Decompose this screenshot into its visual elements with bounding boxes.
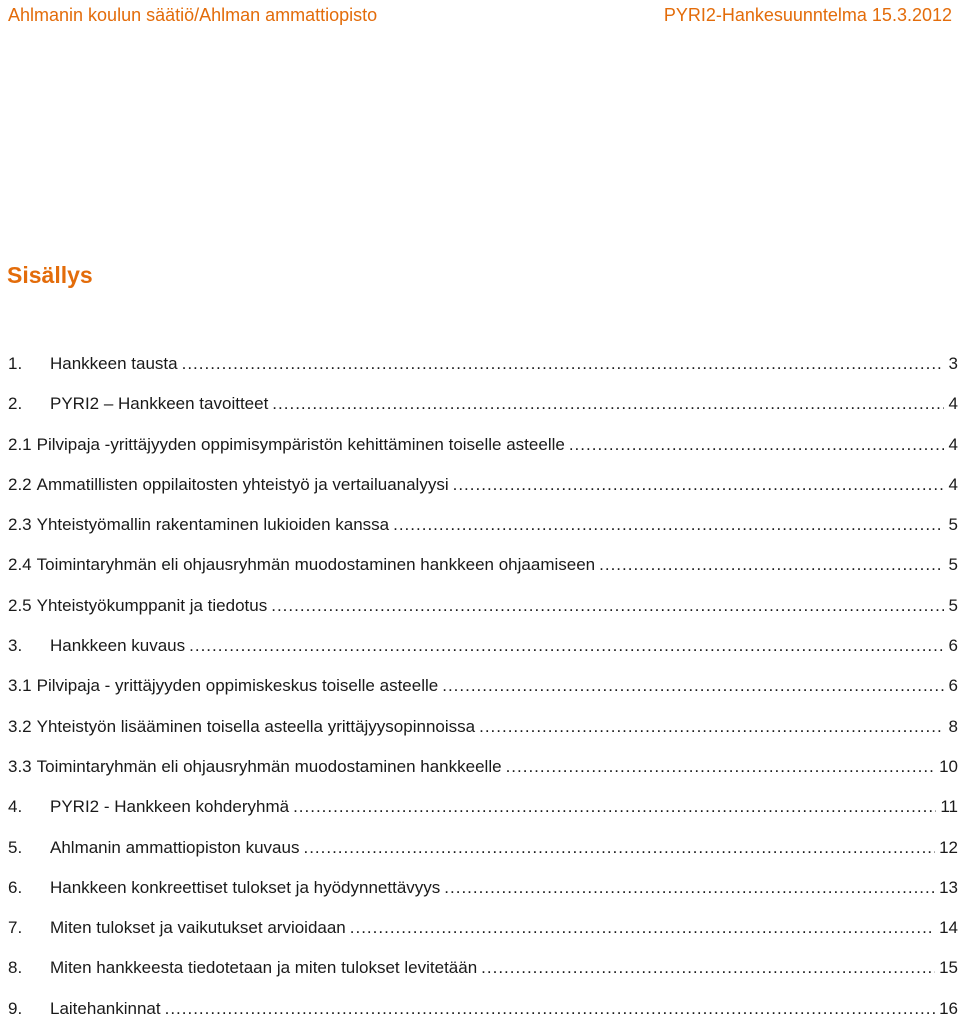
toc-entry-page: 15 xyxy=(939,958,958,978)
toc-dot-leader xyxy=(506,747,936,787)
header-organization: Ahlmanin koulun säätiö/Ahlman ammattiopisto xyxy=(8,4,378,25)
toc-entry-2[interactable] xyxy=(8,384,958,424)
toc-entry-page: 5 xyxy=(948,595,958,615)
toc-entry-title: Hankkeen konkreettiset tulokset ja hyödynnettävyys xyxy=(50,877,441,897)
toc-dot-leader xyxy=(165,989,935,1029)
toc-dot-leader xyxy=(293,787,936,827)
toc-dot-leader xyxy=(444,868,935,908)
toc-entry-8[interactable] xyxy=(8,948,958,988)
toc-entry-page: 4 xyxy=(948,394,958,414)
toc-entry-2-4[interactable] xyxy=(8,545,958,585)
toc-entry-number: 2.2 xyxy=(8,474,32,494)
toc-dot-leader xyxy=(303,828,935,868)
toc-entry-3-2[interactable] xyxy=(8,707,958,747)
toc-entry-page: 14 xyxy=(939,918,958,938)
toc-entry-page: 6 xyxy=(948,636,958,656)
toc-entry-page: 4 xyxy=(948,434,958,454)
toc-entry-title: Ammatillisten oppilaitosten yhteistyö ja vertailuanalyysi xyxy=(36,474,449,494)
toc-entry-number: 2.4 xyxy=(8,555,32,575)
toc-entry-2-5[interactable] xyxy=(8,586,958,626)
toc-entry-page: 11 xyxy=(940,797,958,817)
toc-entry-page: 5 xyxy=(948,555,958,575)
toc-entry-3-1[interactable] xyxy=(8,666,958,706)
toc-entry-number: 1. xyxy=(8,354,23,373)
toc-entry-title: Miten tulokset ja vaikutukset arvioidaan xyxy=(50,918,346,938)
toc-entry-1[interactable] xyxy=(8,344,958,384)
toc-entry-page: 8 xyxy=(948,716,958,736)
page-header xyxy=(8,0,952,30)
toc-entry-title: PYRI2 - Hankkeen kohderyhmä xyxy=(50,797,290,817)
toc-entry-9[interactable] xyxy=(8,989,958,1029)
toc-entry-number: 8. xyxy=(8,958,23,978)
toc-entry-title: Yhteistyön lisääminen toisella asteella yrittäjyysopinnoissa xyxy=(36,716,476,736)
table-of-contents xyxy=(8,344,958,1029)
toc-dot-leader xyxy=(189,626,944,666)
toc-entry-4[interactable] xyxy=(8,787,958,827)
toc-entry-3[interactable] xyxy=(8,626,958,666)
toc-entry-page: 13 xyxy=(939,877,958,897)
toc-entry-number: 5. xyxy=(8,837,23,857)
toc-entry-title: Pilvipaja -yrittäjyyden oppimisympäristön kehittäminen toiselle asteelle xyxy=(36,434,565,454)
toc-entry-number: 2.1 xyxy=(8,434,32,454)
toc-dot-leader xyxy=(182,344,944,384)
toc-entry-number: 2. xyxy=(8,394,23,414)
toc-entry-number: 7. xyxy=(8,918,23,938)
toc-dot-leader xyxy=(599,545,944,585)
toc-entry-title: PYRI2 – Hankkeen tavoitteet xyxy=(50,394,269,414)
toc-entry-title: Ahlmanin ammattiopiston kuvaus xyxy=(50,837,300,857)
toc-entry-6[interactable] xyxy=(8,868,958,908)
toc-entry-title: Yhteistyökumppanit ja tiedotus xyxy=(36,595,268,615)
toc-entry-2-3[interactable] xyxy=(8,505,958,545)
header-document-title: PYRI2-Hankesuunntelma 15.3.2012 xyxy=(663,4,952,25)
toc-entry-page: 4 xyxy=(948,474,958,494)
toc-entry-number: 4. xyxy=(8,797,23,817)
toc-entry-page: 3 xyxy=(948,354,958,373)
toc-entry-number: 3.2 xyxy=(8,716,32,736)
toc-entry-page: 5 xyxy=(948,515,958,535)
toc-entry-7[interactable] xyxy=(8,908,958,948)
toc-entry-2-2[interactable] xyxy=(8,465,958,505)
toc-entry-number: 3.3 xyxy=(8,756,32,776)
toc-entry-number: 3. xyxy=(8,636,23,656)
toc-entry-number: 2.5 xyxy=(8,595,32,615)
toc-dot-leader xyxy=(479,707,944,747)
toc-entry-page: 12 xyxy=(939,837,958,857)
toc-entry-2-1[interactable] xyxy=(8,425,958,465)
toc-entry-number: 2.3 xyxy=(8,515,32,535)
toc-entry-3-3[interactable] xyxy=(8,747,958,787)
toc-entry-number: 6. xyxy=(8,877,23,897)
toc-entry-page: 6 xyxy=(948,676,958,696)
toc-entry-title: Hankkeen kuvaus xyxy=(50,636,186,656)
toc-dot-leader xyxy=(569,425,944,465)
toc-dot-leader xyxy=(453,465,944,505)
toc-entry-title: Yhteistyömallin rakentaminen lukioiden kanssa xyxy=(36,515,390,535)
toc-entry-page: 10 xyxy=(939,756,958,776)
toc-entry-title: Toimintaryhmän eli ohjausryhmän muodostaminen hankkeen ohjaamiseen xyxy=(36,555,596,575)
toc-entry-number: 3.1 xyxy=(8,676,32,696)
toc-entry-title: Pilvipaja - yrittäjyyden oppimiskeskus toiselle asteelle xyxy=(36,676,439,696)
toc-title: Sisällys xyxy=(7,262,93,288)
toc-dot-leader xyxy=(442,666,944,706)
toc-entry-number: 9. xyxy=(8,998,23,1018)
toc-entry-5[interactable] xyxy=(8,828,958,868)
toc-entry-title: Hankkeen tausta xyxy=(50,354,178,373)
toc-dot-leader xyxy=(481,948,935,988)
toc-dot-leader xyxy=(393,505,944,545)
toc-dot-leader xyxy=(350,908,935,948)
toc-entry-title: Toimintaryhmän eli ohjausryhmän muodostaminen hankkeelle xyxy=(36,756,502,776)
toc-entry-title: Laitehankinnat xyxy=(50,998,161,1018)
toc-entry-title: Miten hankkeesta tiedotetaan ja miten tulokset levitetään xyxy=(50,958,478,978)
toc-dot-leader xyxy=(272,384,944,424)
toc-dot-leader xyxy=(271,586,944,626)
toc-entry-page: 16 xyxy=(939,998,958,1018)
